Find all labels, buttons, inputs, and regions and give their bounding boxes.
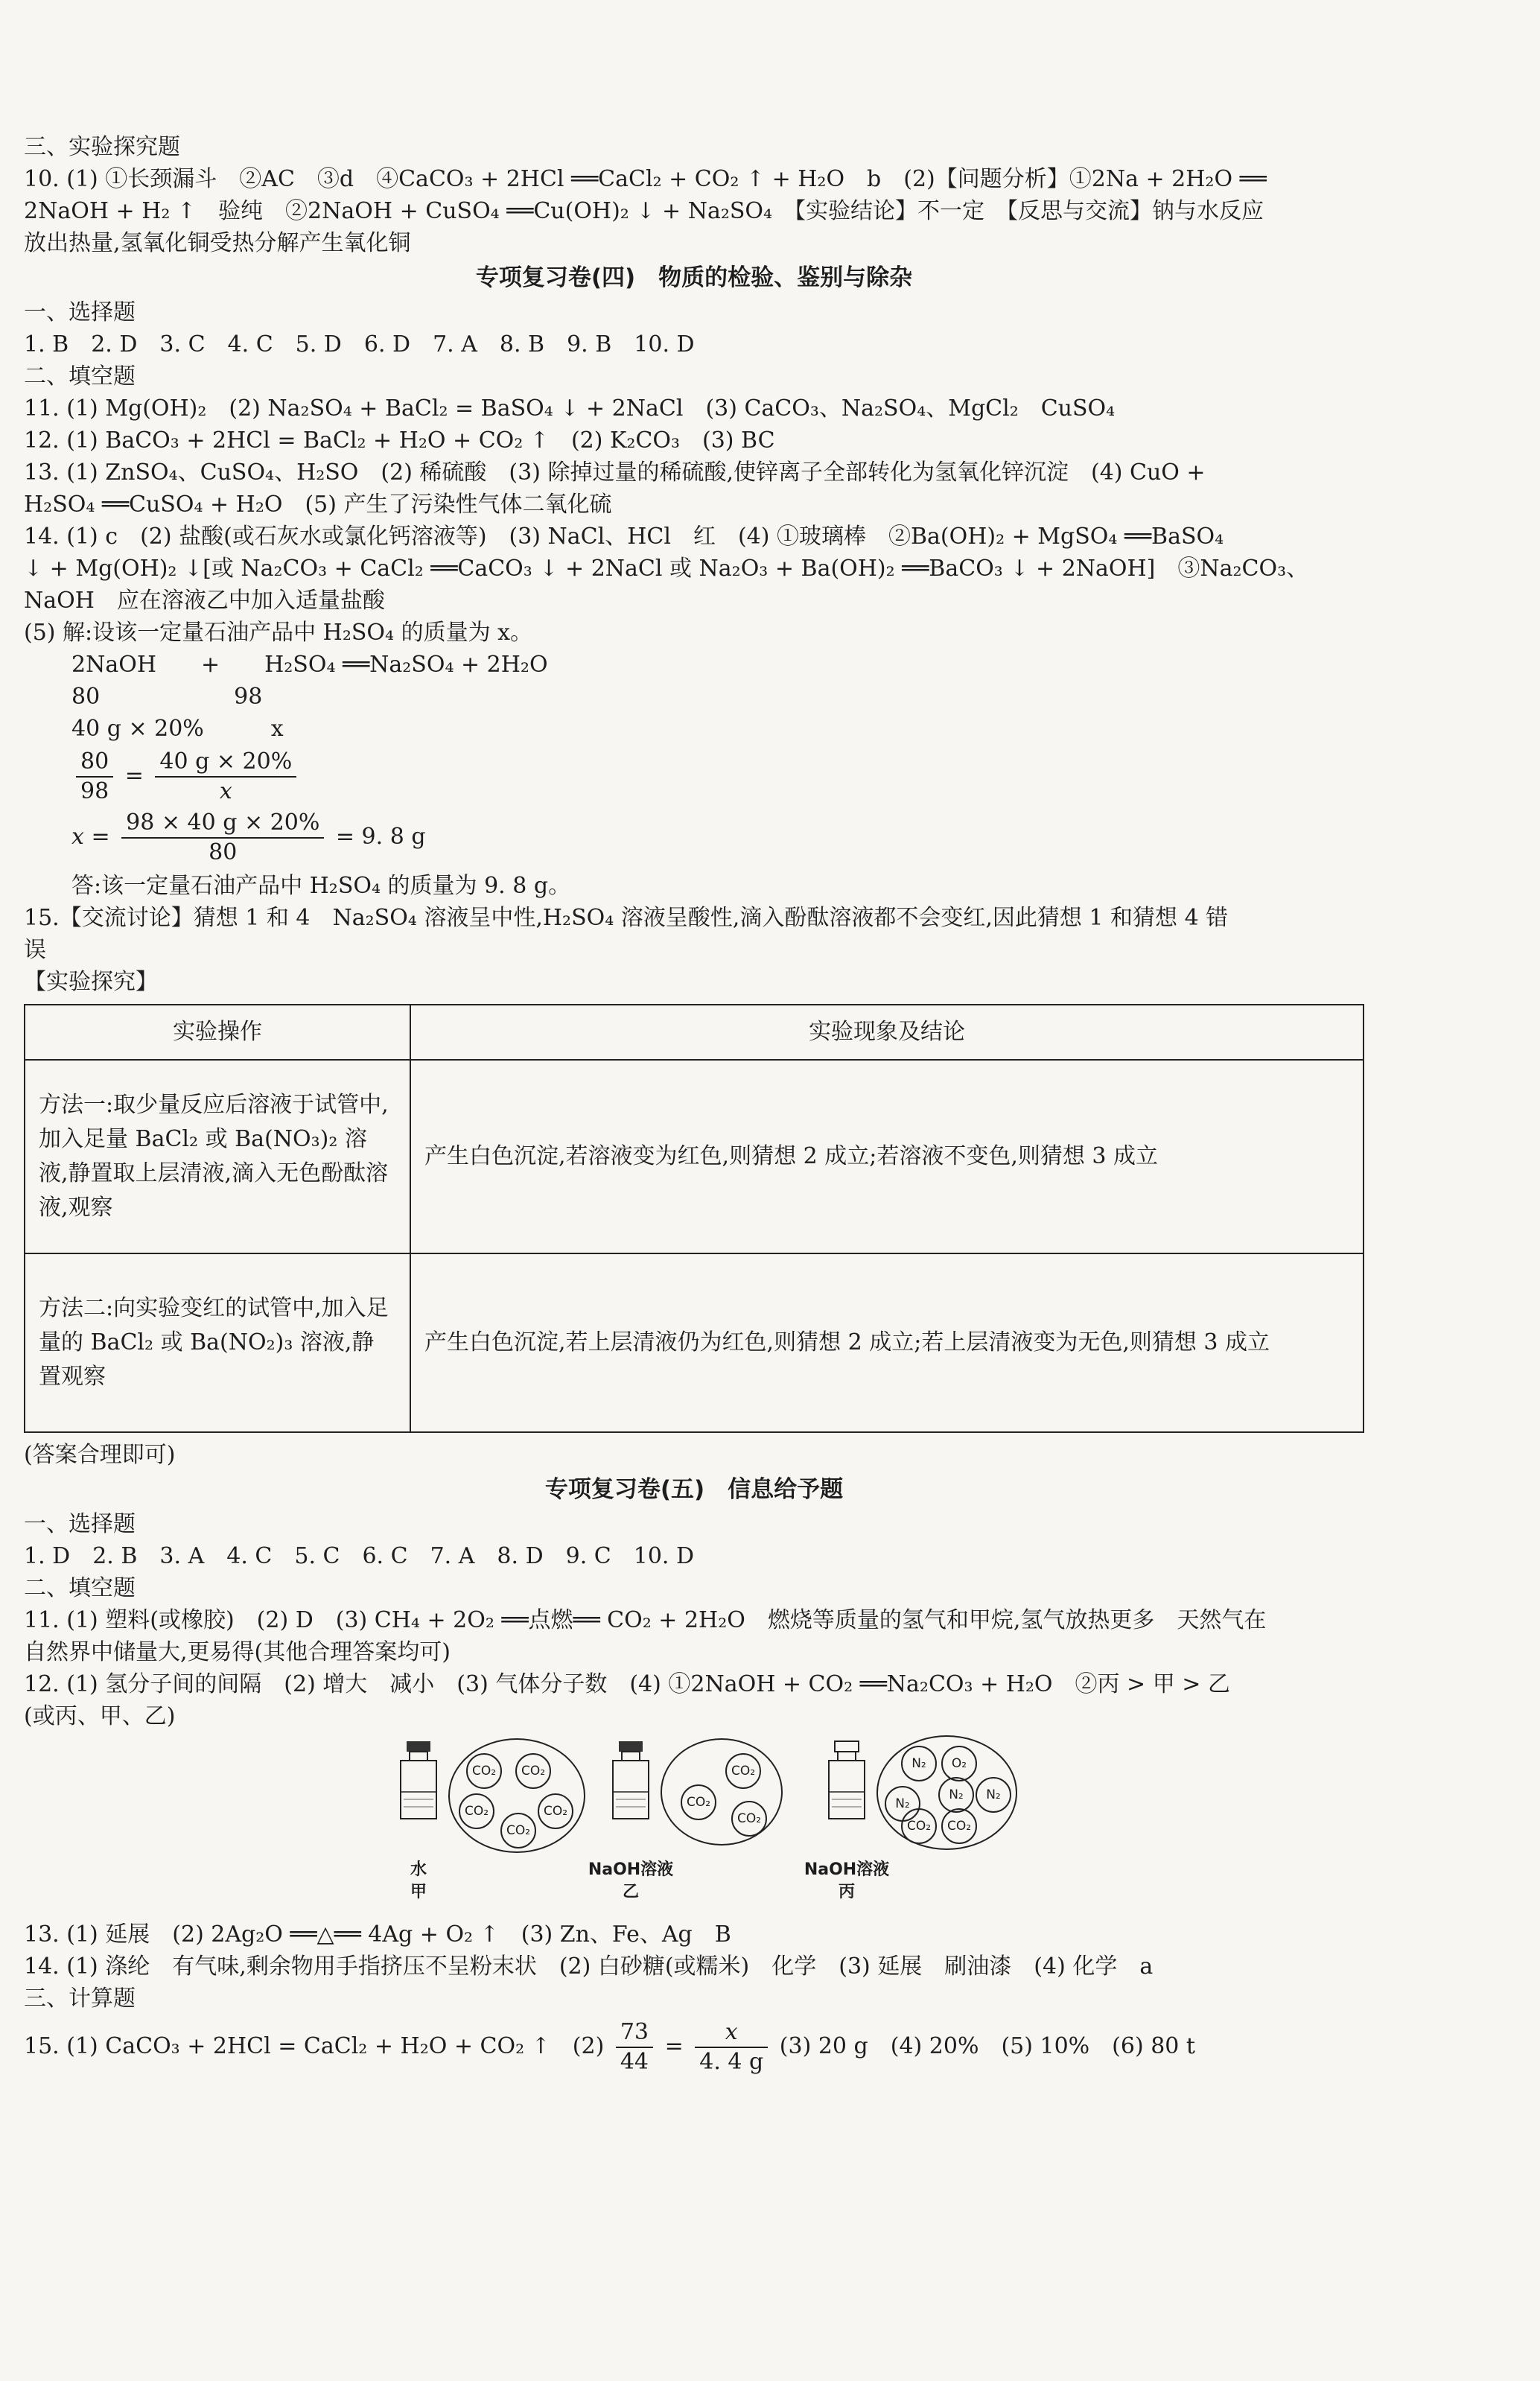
solution-den: 80 — [209, 839, 238, 865]
table-cell-result2: 产生白色沉淀,若上层清液仍为红色,则猜想 2 成立;若上层清液变为无色,则猜想 3 成立 — [410, 1253, 1364, 1432]
co2-molecule: CO₂ — [466, 1753, 502, 1789]
section-heading: 三、实验探究题 — [24, 134, 180, 160]
bottle-icon — [396, 1740, 441, 1822]
co2-molecule: CO₂ — [681, 1784, 716, 1820]
q15-part-b: (3) 20 g (4) 20% (5) 10% (6) 80 t — [779, 2033, 1195, 2059]
vol4-choice-answers: 1. B 2. D 3. C 4. C 5. D 6. D 7. A 8. B 9. B 10. D — [24, 331, 695, 357]
solution-num: 98 × 40 g × 20% — [121, 809, 324, 839]
calculation-block — [24, 649, 1364, 902]
bottle-label-yi: 乙 — [622, 1883, 639, 1901]
table-header-result: 实验现象及结论 — [410, 1005, 1364, 1060]
bottle-label-naoh: NaOH溶液 — [804, 1860, 890, 1879]
vol5-sec1: 一、选择题 — [24, 1511, 136, 1537]
vol4-q14-line-2: ↓ + Mg(OH)₂ ↓[或 Na₂CO₃ + CaCl₂ ══CaCO₃ ↓ + 2NaCl 或 Na₂O₃ + Ba(OH)₂ ══BaCO₃ ↓ + 2NaOH] ③Na₂CO₃、 — [24, 556, 1309, 582]
n2-molecule: N₂ — [938, 1777, 974, 1813]
vol4-q14-line-1: 14. (1) c (2) 盐酸(或石灰水或氯化钙溶液等) (3) NaCl、HCl 红 (4) ①玻璃棒 ②Ba(OH)₂ + MgSO₄ ══BaSO₄ — [24, 524, 1224, 550]
vol5-sec3: 三、计算题 — [24, 1986, 136, 2012]
vol4-title: 专项复习卷(四) 物质的检验、鉴别与除杂 — [475, 264, 913, 291]
co2-molecule: CO₂ — [515, 1753, 551, 1789]
vol4-q11: 11. (1) Mg(OH)₂ (2) Na₂SO₄ + BaCl₂ = BaSO₄ ↓ + 2NaCl (3) CaCO₃、Na₂SO₄、MgCl₂ CuSO₄ — [24, 395, 1116, 422]
vol5-sec2: 二、填空题 — [24, 1575, 136, 1601]
vol5-title: 专项复习卷(五) 信息给予题 — [544, 1476, 844, 1503]
bottle-label-water: 水 — [410, 1860, 427, 1879]
ratio-right-num: 40 g × 20% — [155, 748, 296, 778]
vol5-q14: 14. (1) 涤纶 有气味,剩余物用手指挤压不呈粉末状 (2) 白砂糖(或糯米) 化学 (3) 延展 刷油漆 (4) 化学 a — [24, 1954, 1154, 1980]
calc-answer: 答:该一定量石油产品中 H₂SO₄ 的质量为 9. 8 g。 — [71, 873, 571, 899]
n2-molecule: N₂ — [976, 1777, 1011, 1813]
vol4-q15-line-2: 误 — [24, 937, 46, 963]
molecule-bubble — [661, 1738, 783, 1846]
table-row — [25, 1253, 1364, 1432]
vol4-q14-line-3: NaOH 应在溶液乙中加入适量盐酸 — [24, 588, 385, 614]
vol5-q11-line-1: 11. (1) 塑料(或橡胶) (2) D (3) CH₄ + 2O₂ ══点燃══ CO₂ + 2H₂O 燃烧等质量的氢气和甲烷,氢气放热更多 天然气在 — [24, 1607, 1267, 1633]
vol4-sec2: 二、填空题 — [24, 363, 136, 390]
q15-fraction-left — [616, 2018, 653, 2076]
ratio-left-num: 80 — [76, 748, 113, 778]
co2-molecule: CO₂ — [901, 1808, 937, 1844]
table-row — [25, 1060, 1364, 1253]
vol4-note: (答案合理即可) — [24, 1442, 176, 1468]
co2-molecule: CO₂ — [459, 1793, 494, 1829]
q15-num-left: 73 — [616, 2018, 653, 2048]
solution-fraction — [121, 809, 324, 867]
co2-molecule: CO₂ — [538, 1793, 573, 1829]
bottle-label-jia: 甲 — [410, 1883, 427, 1901]
q15-fraction-right — [695, 2018, 768, 2076]
vol4-q13-line-1: 13. (1) ZnSO₄、CuSO₄、H₂SO (2) 稀硫酸 (3) 除掉过量的稀硫酸,使锌离子全部转化为氢氧化锌沉淀 (4) CuO + — [24, 460, 1206, 486]
ratio-right-den: x — [219, 778, 232, 804]
co2-molecule: CO₂ — [500, 1813, 536, 1848]
calc-solution — [71, 809, 1364, 867]
q10-line-3: 放出热量,氢氧化铜受热分解产生氧化铜 — [24, 230, 411, 256]
o2-molecule: O₂ — [941, 1746, 977, 1781]
vol5-q12-line-1: 12. (1) 氢分子间的间隔 (2) 增大 减小 (3) 气体分子数 (4) ①2NaOH + CO₂ ══Na₂CO₃ + H₂O ②丙 > 甲 > 乙 — [24, 1671, 1230, 1697]
bottle-icon — [824, 1740, 869, 1822]
q15-den-right: 4. 4 g — [699, 2049, 764, 2075]
vol4-q12: 12. (1) BaCO₃ + 2HCl = BaCl₂ + H₂O + CO₂ ↑ (2) K₂CO₃ (3) BC — [24, 427, 775, 454]
vol5-q11-line-2: 自然界中储量大,更易得(其他合理答案均可) — [24, 1639, 451, 1665]
vol4-q13-line-2: H₂SO₄ ══CuSO₄ + H₂O (5) 产生了污染性气体二氧化硫 — [24, 492, 612, 518]
ratio-left — [76, 748, 113, 806]
calc-molar-mass: 80 98 — [71, 684, 263, 710]
q10-line-1: 10. (1) ①长颈漏斗 ②AC ③d ④CaCO₃ + 2HCl ══CaCl₂ + CO₂ ↑ + H₂O b (2)【问题分析】①2Na + 2H₂O ══ — [24, 166, 1267, 192]
ratio-right — [155, 748, 296, 806]
experiment-table — [24, 1004, 1364, 1433]
table-header-row — [25, 1005, 1364, 1060]
vol5-choice-answers: 1. D 2. B 3. A 4. C 5. C 6. C 7. A 8. D 9. C 10. D — [24, 1543, 695, 1569]
n2-molecule: N₂ — [885, 1786, 920, 1822]
explore-label: 【实验探究】 — [24, 969, 158, 995]
co2-molecule: CO₂ — [731, 1801, 767, 1837]
gas-diagram — [24, 1732, 1364, 1919]
ratio-equals: = — [124, 763, 144, 789]
q15-equals: = — [664, 2033, 684, 2059]
vol4-sec1: 一、选择题 — [24, 299, 136, 325]
vol5-q13: 13. (1) 延展 (2) 2Ag₂O ══△══ 4Ag + O₂ ↑ (3) Zn、Fe、Ag B — [24, 1921, 731, 1948]
q15-den-left: 44 — [620, 2049, 649, 2075]
vol5-q12-line-2: (或丙、甲、乙) — [24, 1703, 176, 1729]
table-cell-method2: 方法二:向实验变红的试管中,加入足量的 BaCl₂ 或 Ba(NO₂)₃ 溶液,静置观察 — [25, 1253, 410, 1432]
table-cell-method1: 方法一:取少量反应后溶液于试管中,加入足量 BaCl₂ 或 Ba(NO₃)₂ 溶液,静置取上层清液,滴入无色酚酞溶液,观察 — [25, 1060, 410, 1253]
vol4-q15-line-1: 15.【交流讨论】猜想 1 和 4 Na₂SO₄ 溶液呈中性,H₂SO₄ 溶液呈酸性,滴入酚酞溶液都不会变红,因此猜想 1 和猜想 4 错 — [24, 905, 1229, 931]
vol4-q14-line-4: (5) 解:设该一定量石油产品中 H₂SO₄ 的质量为 x。 — [24, 620, 533, 646]
q15-part-a: 15. (1) CaCO₃ + 2HCl = CaCl₂ + H₂O + CO₂ ↑ (2) — [24, 2033, 605, 2059]
calc-mass: 40 g × 20% x — [71, 716, 284, 742]
bottle-label-naoh: NaOH溶液 — [588, 1860, 674, 1879]
ratio-left-den: 98 — [80, 778, 109, 804]
co2-molecule: CO₂ — [941, 1808, 977, 1844]
q15-num-right: x — [695, 2018, 768, 2048]
solution-lhs: x = — [71, 824, 110, 850]
calc-ratio — [71, 748, 1364, 806]
q10-line-2: 2NaOH + H₂ ↑ 验纯 ②2NaOH + CuSO₄ ══Cu(OH)₂ ↓ + Na₂SO₄ 【实验结论】不一定 【反思与交流】钠与水反应 — [24, 198, 1264, 224]
co2-molecule: CO₂ — [725, 1753, 761, 1789]
bottle-label-bing: 丙 — [838, 1883, 855, 1901]
calc-equation: 2NaOH + H₂SO₄ ══Na₂SO₄ + 2H₂O — [71, 652, 548, 678]
solution-rhs: = 9. 8 g — [335, 824, 426, 850]
answer-page — [24, 131, 1364, 2079]
table-header-operation: 实验操作 — [25, 1005, 410, 1060]
bottle-icon — [608, 1740, 653, 1822]
table-cell-result1: 产生白色沉淀,若溶液变为红色,则猜想 2 成立;若溶液不变色,则猜想 3 成立 — [410, 1060, 1364, 1253]
vol5-q15 — [24, 2015, 1364, 2079]
n2-molecule: N₂ — [901, 1746, 937, 1781]
